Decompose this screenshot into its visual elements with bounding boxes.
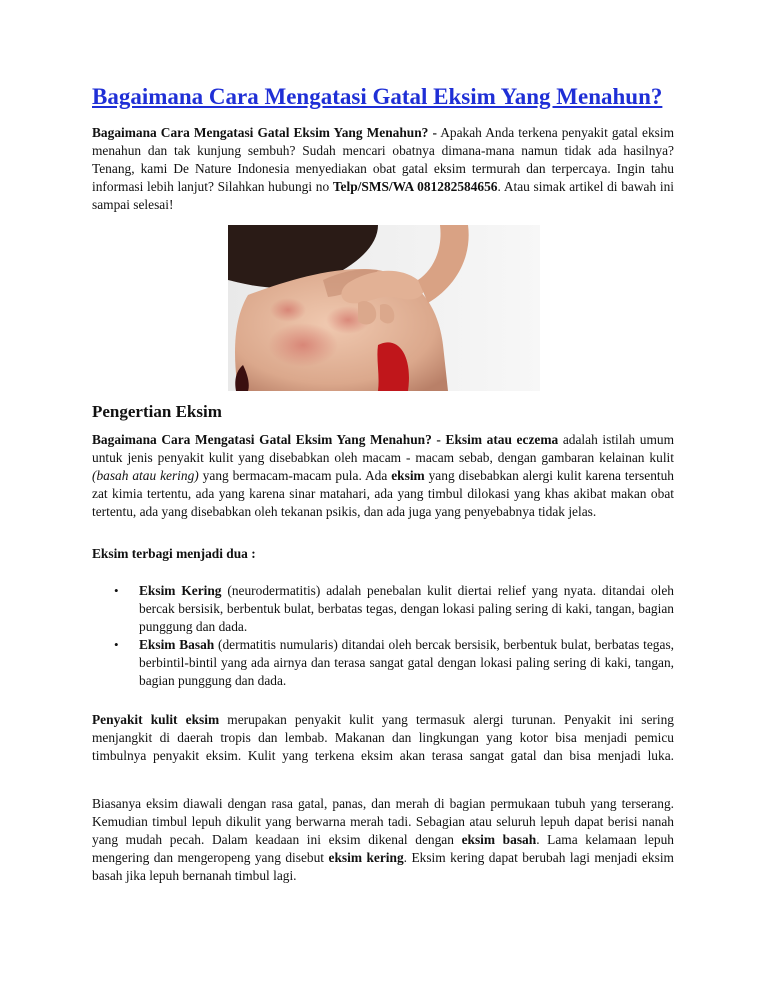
eczema-types-list xyxy=(92,582,674,690)
type-desc: (dermatitis numularis) ditandai oleh bercak bersisik, berbentuk bulat, berbatas tegas, berbintil-bintil yang ada airnya dan terasa sangat gatal dengan lokasi paling sering di kaki, tangan, bagian punggung dan dada. xyxy=(139,637,675,688)
definition-paragraph xyxy=(92,431,674,521)
para3-bold: Penyakit kulit eksim xyxy=(92,712,220,727)
type-name: Eksim Basah xyxy=(139,637,215,652)
article-title[interactable]: Bagaimana Cara Mengatasi Gatal Eksim Yang Menahun? xyxy=(92,84,663,109)
list-item xyxy=(92,582,674,636)
para4-text-2: . Lama kelamaan lepuh mengering dan mengeropeng yang disebut xyxy=(92,832,674,865)
para4-text-3: . Eksim kering dapat berubah lagi menjadi eksim basah jika lepuh bernanah timbul lagi. xyxy=(92,850,674,883)
definition-text-1: adalah istilah umum untuk jenis penyakit kulit yang disebabkan oleh macam - macam sebab, dengan gambaran kelainan kulit xyxy=(92,432,674,465)
type-desc: (neurodermatitis) adalah penebalan kulit diertai relief yang nyata. ditandai oleh bercak bersisik, berbentuk bulat, berbatas tegas, dengan lokasi paling sering di kaki, tangan, bagian punggung dan dada. xyxy=(139,583,674,634)
types-heading: Eksim terbagi menjadi dua : xyxy=(92,546,256,561)
bullet-icon: • xyxy=(114,583,119,598)
contact-number: Telp/SMS/WA 081282584656 xyxy=(332,179,498,194)
intro-text-2: . Atau simak artikel di bawah ini sampai selesai! xyxy=(92,179,674,212)
para4-bold-1: eksim basah xyxy=(461,832,537,847)
type-name: Eksim Kering xyxy=(139,583,222,598)
article-photo xyxy=(228,225,540,391)
para4-text-1: Biasanya eksim diawali dengan rasa gatal, panas, dan merah di bagian permukaan tubuh yang terserang. Kemudian timbul lepuh dikulit yang berwarna merah tadi. Sebagian atau seluruh lepuh dapat berisi nanah yang mudah pecah. Dalam keadaan ini eksim dikenal dengan xyxy=(92,796,674,847)
definition-lead: Bagaimana Cara Mengatasi Gatal Eksim Yang Menahun? - Eksim atau eczema xyxy=(92,432,559,447)
section-heading: Pengertian Eksim xyxy=(92,402,222,421)
definition-text-3: yang disebabkan alergi kulit karena tersentuh zat kimia tertentu, ada yang karena sinar matahari, ada yang timbul dilokasi yang khas akibat makan obat tertentu, ada yang disebabkan oleh tekanan psikis, dan ada juga yang penyebabnya tidak jelas. xyxy=(92,468,675,519)
intro-paragraph xyxy=(92,124,674,214)
definition-text-2: yang bermacam-macam pula. Ada xyxy=(198,468,392,483)
definition-italic: (basah atau kering) xyxy=(92,468,199,483)
intro-lead: Bagaimana Cara Mengatasi Gatal Eksim Yang Menahun? - xyxy=(92,125,437,140)
woman-scratching-back-image xyxy=(228,225,540,391)
list-item xyxy=(92,636,674,690)
symptoms-paragraph xyxy=(92,795,674,885)
definition-bold: eksim xyxy=(391,468,425,483)
intro-text-1: Apakah Anda terkena penyakit gatal eksim menahun dan tak kunjung sembuh? Sudah mencari obatnya dimana-mana namun tidak ada hasilnya? Tenang, kami De Nature Indonesia menyediakan obat gatal eksim termurah dan terpercaya. Ingin tahu informasi lebih lanjut? Silahkan hubungi no xyxy=(92,125,674,194)
para3-text: merupakan penyakit kulit yang termasuk alergi turunan. Penyakit ini sering menjangkit di daerah tropis dan lembab. Makanan dan lingkungan yang kotor bisa menjadi pemicu timbulnya penyakit eksim. Kulit yang terkena eksim akan terasa sangat gatal dan bisa menjadi luka. xyxy=(92,712,674,763)
para4-bold-2: eksim kering xyxy=(328,850,404,865)
allergy-paragraph xyxy=(92,711,674,765)
bullet-icon: • xyxy=(114,637,119,652)
